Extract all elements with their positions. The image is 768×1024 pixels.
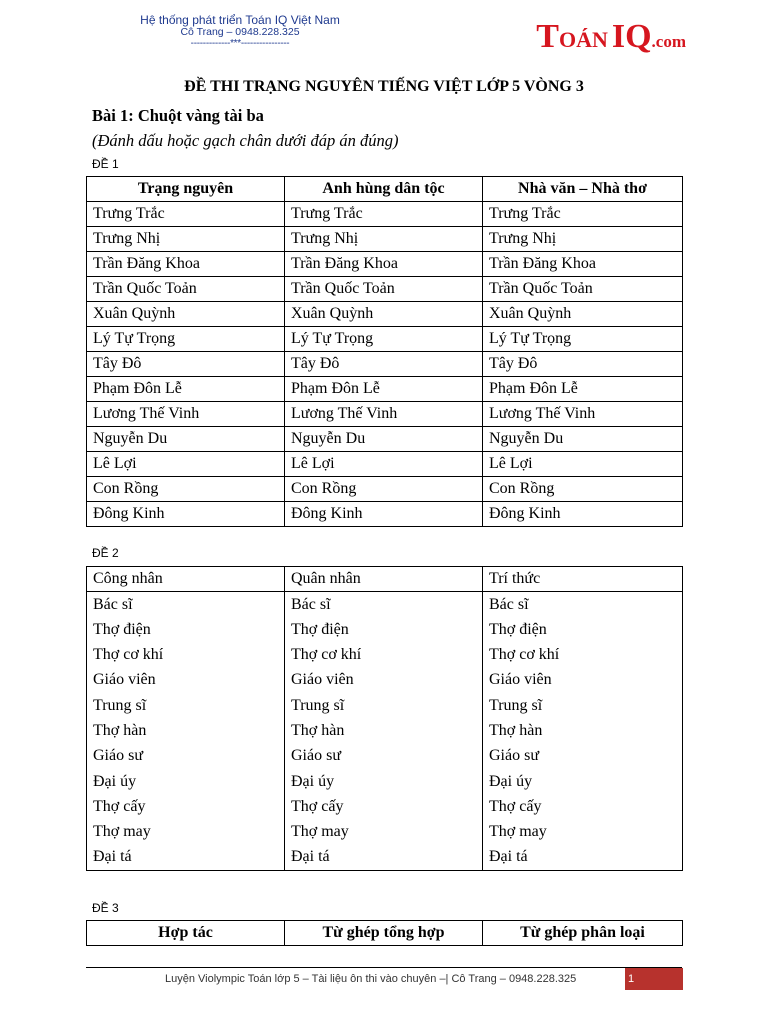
footer-text: Luyện Violympic Toán lớp 5 – Tài liệu ôn thi vào chuyên –| Cô Trang – 0948.228.325 [165, 973, 577, 985]
table-row [87, 617, 683, 642]
table-row [87, 377, 683, 402]
table-cell[interactable]: Trưng Trắc [285, 202, 483, 227]
table-cell[interactable]: Thợ hàn [483, 718, 683, 743]
de1-table [86, 176, 683, 527]
section-subtitle: (Đánh dấu hoặc gạch chân dưới đáp án đúng) [92, 131, 399, 150]
table-row [87, 668, 683, 693]
table-cell[interactable]: Bác sĩ [285, 592, 483, 617]
table-cell[interactable]: Trung sĩ [285, 693, 483, 718]
table-row [87, 845, 683, 870]
table-cell[interactable]: Lý Tự Trọng [483, 327, 683, 352]
table-cell[interactable]: Trần Quốc Toản [285, 277, 483, 302]
table-cell[interactable]: Xuân Quỳnh [483, 302, 683, 327]
table-row [87, 744, 683, 769]
table-row [87, 327, 683, 352]
table-row [87, 202, 683, 227]
header-cell: Nhà văn – Nhà thơ [483, 177, 683, 202]
table-row [87, 302, 683, 327]
table-cell[interactable]: Xuân Quỳnh [285, 302, 483, 327]
table-row [87, 769, 683, 794]
table-cell[interactable]: Thợ điện [285, 617, 483, 642]
table-row [87, 718, 683, 743]
table-cell[interactable]: Trần Đăng Khoa [87, 252, 285, 277]
table-cell[interactable]: Lý Tự Trọng [285, 327, 483, 352]
page-title: ĐỀ THI TRẠNG NGUYÊN TIẾNG VIỆT LỚP 5 VÒNG 3 [184, 78, 584, 95]
table-row [87, 502, 683, 527]
table-cell[interactable]: Phạm Đôn Lễ [285, 377, 483, 402]
table-row [87, 477, 683, 502]
table-cell[interactable]: Trần Quốc Toản [87, 277, 285, 302]
table-cell[interactable]: Trung sĩ [87, 693, 285, 718]
table-cell[interactable]: Lê Lợi [87, 452, 285, 477]
logo-com: .com [651, 32, 686, 51]
section-title: Bài 1: Chuột vàng tài ba [92, 106, 264, 125]
table-cell[interactable]: Bác sĩ [483, 592, 683, 617]
table-row [87, 794, 683, 819]
table-cell[interactable]: Đại úy [483, 769, 683, 794]
table-cell[interactable]: Trần Đăng Khoa [285, 252, 483, 277]
table-cell[interactable]: Đại tá [483, 845, 683, 870]
table-cell[interactable]: Trí thức [483, 567, 683, 592]
table-cell[interactable]: Đại úy [285, 769, 483, 794]
table-row [87, 227, 683, 252]
header-org [130, 14, 350, 50]
table-cell[interactable]: Trưng Nhị [87, 227, 285, 252]
header-divider: -------------***---------------- [190, 38, 290, 49]
footer-divider [86, 967, 682, 968]
table-cell[interactable]: Thợ cơ khí [285, 642, 483, 667]
header-cell: Trạng nguyên [87, 177, 285, 202]
table-cell[interactable]: Con Rồng [483, 477, 683, 502]
table-cell[interactable]: Lương Thế Vinh [483, 402, 683, 427]
table-cell[interactable]: Trưng Nhị [483, 227, 683, 252]
table-cell[interactable]: Trung sĩ [483, 693, 683, 718]
table-cell[interactable]: Lương Thế Vinh [87, 402, 285, 427]
table-cell[interactable]: Trưng Trắc [87, 202, 285, 227]
logo-iq: IQ [611, 18, 652, 55]
table-cell[interactable]: Lý Tự Trọng [87, 327, 285, 352]
table-cell[interactable]: Trưng Nhị [285, 227, 483, 252]
table-header-row [87, 921, 683, 946]
table-cell[interactable]: Tây Đô [483, 352, 683, 377]
table-cell[interactable]: Phạm Đôn Lễ [483, 377, 683, 402]
page-number: 1 [625, 968, 683, 990]
table-cell[interactable]: Đại úy [87, 769, 285, 794]
table-row [87, 819, 683, 844]
header-cell: Từ ghép phân loại [483, 921, 683, 946]
table-cell[interactable]: Đông Kinh [483, 502, 683, 527]
table-cell[interactable]: Đông Kinh [285, 502, 483, 527]
de2-label: ĐỀ 2 [92, 546, 119, 560]
table-cell[interactable]: Thợ điện [87, 617, 285, 642]
table-header-row [87, 177, 683, 202]
table-cell[interactable]: Phạm Đôn Lễ [87, 377, 285, 402]
header-contact: Cô Trang – 0948.228.325 [180, 26, 300, 38]
table-row [87, 252, 683, 277]
table-cell[interactable]: Trần Đăng Khoa [483, 252, 683, 277]
table-cell[interactable]: Thợ cấy [87, 794, 285, 819]
table-row [87, 567, 683, 592]
table-cell[interactable]: Giáo sư [87, 744, 285, 769]
table-cell[interactable]: Lương Thế Vinh [285, 402, 483, 427]
table-cell[interactable]: Thợ cấy [285, 794, 483, 819]
table-row [87, 452, 683, 477]
table-cell[interactable]: Bác sĩ [87, 592, 285, 617]
table-cell[interactable]: Công nhân [87, 567, 285, 592]
table-cell[interactable]: Đông Kinh [87, 502, 285, 527]
logo-oan: OÁN [558, 27, 608, 52]
toan-iq-logo [536, 18, 686, 56]
table-row [87, 693, 683, 718]
table-cell[interactable]: Thợ hàn [87, 718, 285, 743]
table-cell[interactable]: Tây Đô [285, 352, 483, 377]
table-cell[interactable]: Giáo sư [483, 744, 683, 769]
table-cell[interactable]: Con Rồng [87, 477, 285, 502]
de3-table [86, 920, 683, 946]
table-cell[interactable]: Thợ cơ khí [87, 642, 285, 667]
table-cell[interactable]: Thợ may [285, 819, 483, 844]
de1-label: ĐỀ 1 [92, 157, 119, 171]
header-cell: Anh hùng dân tộc [285, 177, 483, 202]
table-cell[interactable]: Nguyễn Du [483, 427, 683, 452]
table-cell[interactable]: Giáo viên [87, 668, 285, 693]
de3-label: ĐỀ 3 [92, 901, 119, 915]
header-org-name: Hệ thống phát triển Toán IQ Việt Nam [140, 13, 340, 27]
table-cell[interactable]: Tây Đô [87, 352, 285, 377]
table-row [87, 642, 683, 667]
table-cell[interactable]: Thợ may [87, 819, 285, 844]
table-cell[interactable]: Trần Quốc Toản [483, 277, 683, 302]
table-cell[interactable]: Lê Lợi [285, 452, 483, 477]
table-cell[interactable]: Xuân Quỳnh [87, 302, 285, 327]
header-cell: Từ ghép tổng hợp [285, 921, 483, 946]
table-cell[interactable]: Quân nhân [285, 567, 483, 592]
table-row [87, 427, 683, 452]
table-cell[interactable]: Thợ cơ khí [483, 642, 683, 667]
table-cell[interactable]: Thợ điện [483, 617, 683, 642]
table-cell[interactable]: Con Rồng [285, 477, 483, 502]
de2-table [86, 566, 683, 871]
table-cell[interactable]: Giáo sư [285, 744, 483, 769]
table-row [87, 402, 683, 427]
header-cell: Hợp tác [87, 921, 285, 946]
table-cell[interactable]: Đại tá [87, 845, 285, 870]
table-row [87, 277, 683, 302]
table-cell[interactable]: Nguyễn Du [87, 427, 285, 452]
table-cell[interactable]: Giáo viên [483, 668, 683, 693]
table-cell[interactable]: Trưng Trắc [483, 202, 683, 227]
table-row [87, 592, 683, 617]
table-row [87, 352, 683, 377]
table-cell[interactable]: Đại tá [285, 845, 483, 870]
table-cell[interactable]: Thợ cấy [483, 794, 683, 819]
table-cell[interactable]: Thợ hàn [285, 718, 483, 743]
table-cell[interactable]: Lê Lợi [483, 452, 683, 477]
table-cell[interactable]: Giáo viên [285, 668, 483, 693]
table-cell[interactable]: Nguyễn Du [285, 427, 483, 452]
logo-t: T [536, 18, 559, 55]
table-cell[interactable]: Thợ may [483, 819, 683, 844]
